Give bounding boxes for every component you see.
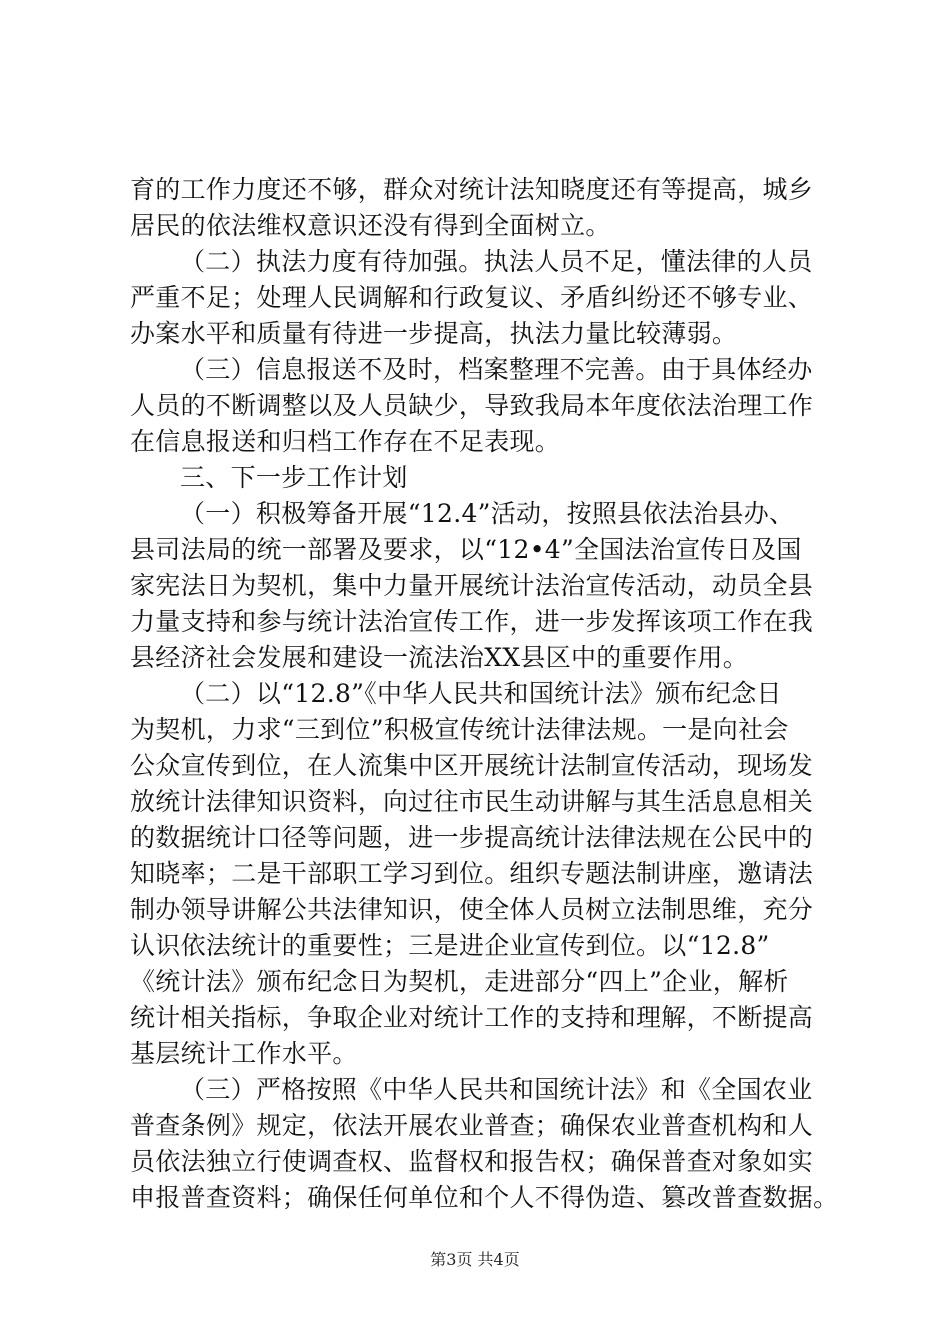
text-line: （三）信息报送不及时，档案整理不完善。由于具体经办 — [180, 355, 813, 384]
text-line: 力量支持和参与统计法治宣传工作，进一步发挥该项工作在我 — [130, 607, 814, 636]
text-line: 放统计法律知识资料，向过往市民生动讲解与其生活息息相关 — [130, 787, 814, 816]
text-line: 公众宣传到位，在人流集中区开展统计法制宣传活动，现场发 — [130, 751, 814, 780]
text-line: 在信息报送和归档工作存在不足表现。 — [130, 427, 561, 456]
text-line: 《统计法》颁布纪念日为契机，走进部分“四上”企业，解析 — [130, 967, 789, 996]
page-number-footer: 第3页 共4页 — [430, 1250, 520, 1269]
text-line: （二）以“12.8”《中华人民共和国统计法》颁布纪念日 — [180, 679, 782, 708]
text-line: 员依法独立行使调查权、监督权和报告权；确保普查对象如实 — [130, 1147, 814, 1176]
text-line: 制办领导讲解公共法律知识，使全体人员树立法制思维，充分 — [130, 895, 814, 924]
text-line: 居民的依法维权意识还没有得到全面树立。 — [130, 211, 611, 240]
text-line: 人员的不断调整以及人员缺少，导致我局本年度依法治理工作 — [130, 391, 814, 420]
text-line: 普查条例》规定，依法开展农业普查；确保农业普查机构和人 — [130, 1111, 814, 1140]
text-line: 办案水平和质量有待进一步提高，执法力量比较薄弱。 — [130, 319, 738, 348]
text-line: 严重不足；处理人民调解和行政复议、矛盾纠纷还不够专业、 — [130, 283, 814, 312]
section-heading: 三、下一步工作计划 — [180, 463, 408, 492]
text-line: 家宪法日为契机，集中力量开展统计法治宣传活动，动员全县 — [130, 571, 814, 600]
text-line: 统计相关指标，争取企业对统计工作的支持和理解，不断提高 — [130, 1003, 814, 1032]
text-line: （三）严格按照《中华人民共和国统计法》和《全国农业 — [180, 1075, 813, 1104]
text-line: 县司法局的统一部署及要求，以“12•4”全国法治宣传日及国 — [130, 535, 802, 564]
text-line: 基层统计工作水平。 — [130, 1039, 358, 1068]
text-line: 知晓率；二是干部职工学习到位。组织专题法制讲座，邀请法 — [130, 859, 814, 888]
text-line: 认识依法统计的重要性；三是进企业宣传到位。以“12.8” — [130, 931, 770, 960]
text-line: 县经济社会发展和建设一流法治XX县区中的重要作用。 — [130, 643, 749, 672]
text-line: 申报普查资料；确保任何单位和个人不得伪造、篡改普查数据。 — [130, 1183, 839, 1212]
text-line: 为契机，力求“三到位”积极宣传统计法律法规。一是向社会 — [130, 715, 789, 744]
text-line: （二）执法力度有待加强。执法人员不足，懂法律的人员 — [180, 247, 813, 276]
text-line: 的数据统计口径等问题，进一步提高统计法律法规在公民中的 — [130, 823, 814, 852]
text-line: （一）积极筹备开展“12.4”活动，按照县依法治县办、 — [180, 499, 795, 528]
text-line: 育的工作力度还不够，群众对统计法知晓度还有等提高，城乡 — [130, 175, 814, 204]
